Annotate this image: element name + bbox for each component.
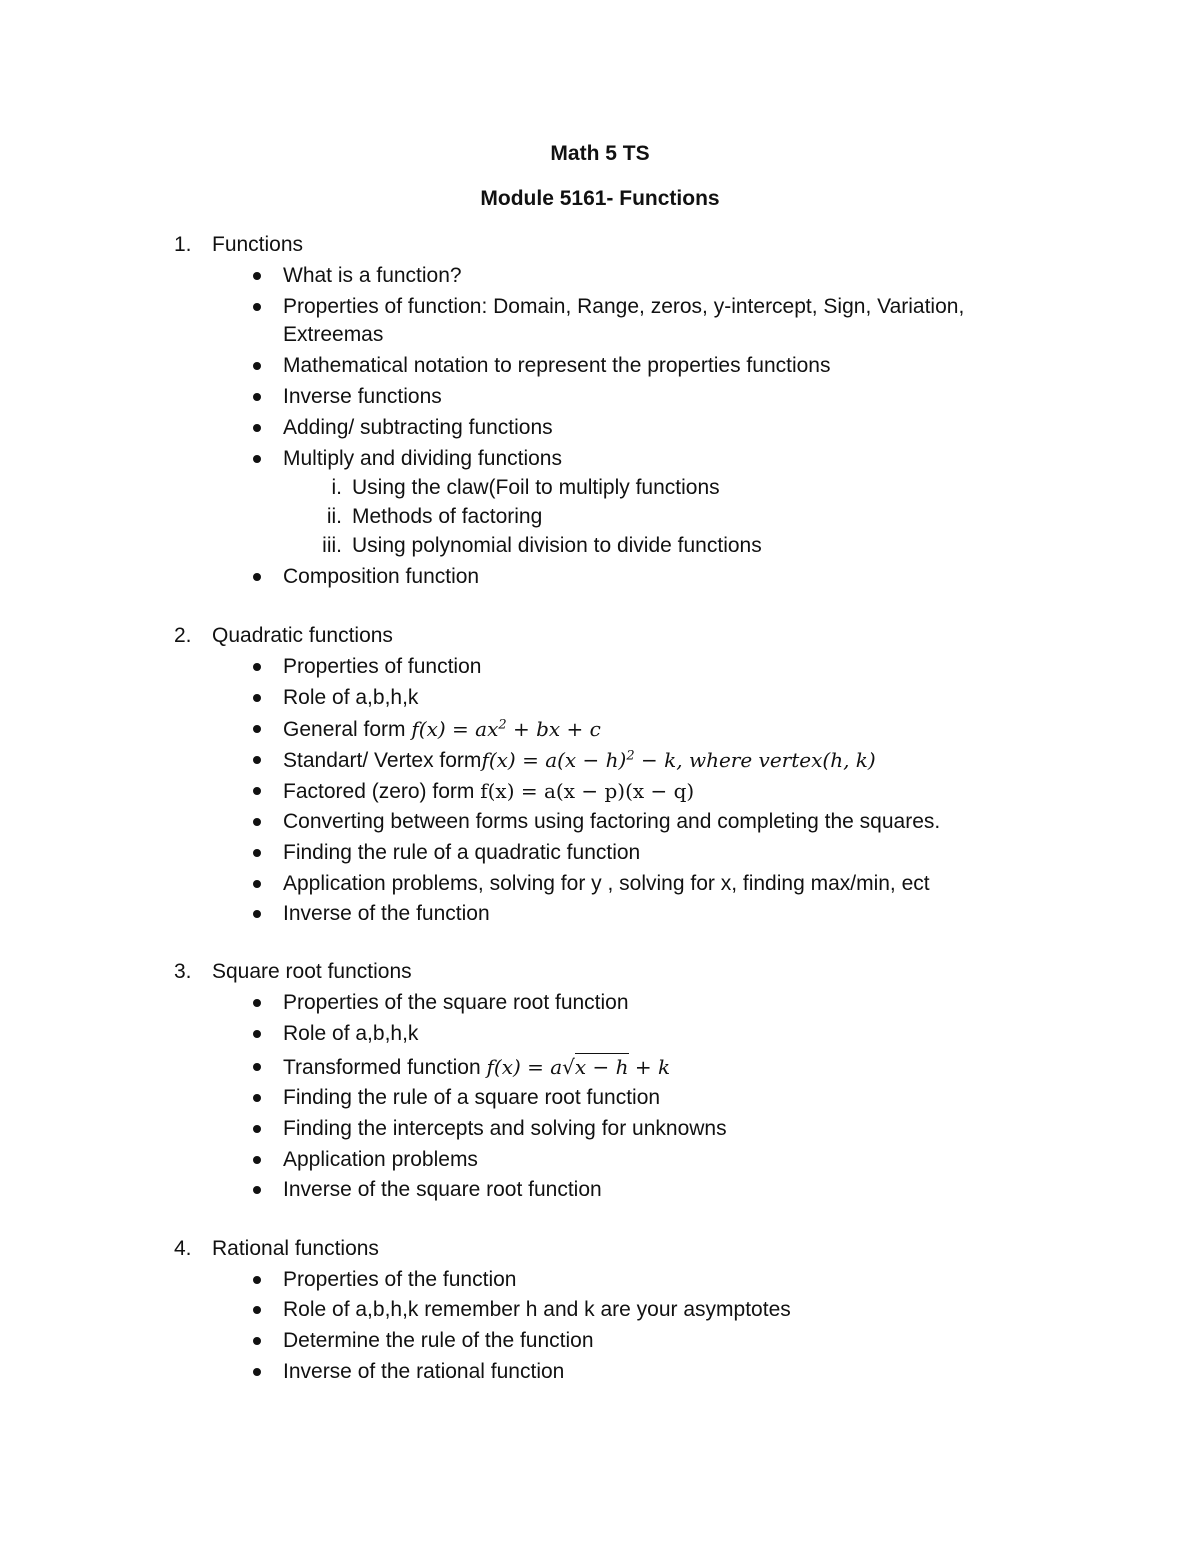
section-title: Rational functions bbox=[212, 1237, 379, 1260]
list-item: Composition function bbox=[283, 563, 479, 591]
section-number: 1. bbox=[174, 233, 192, 256]
sub-list-item: ii. Methods of factoring bbox=[352, 503, 542, 531]
list-item: Properties of function: Domain, Range, zeros, y-intercept, Sign, Variation, bbox=[283, 293, 964, 321]
sub-list-marker: iii. bbox=[322, 534, 342, 557]
list-item: Converting between forms using factoring and completing the squares. bbox=[283, 808, 940, 836]
list-item: Inverse of the square root function bbox=[283, 1176, 602, 1204]
list-item: Application problems bbox=[283, 1146, 478, 1174]
bullet-icon bbox=[253, 1276, 261, 1284]
list-item: Inverse of the rational function bbox=[283, 1358, 564, 1386]
sub-list-item: i. Using the claw(Foil to multiply functions bbox=[352, 474, 720, 502]
bullet-icon bbox=[253, 787, 261, 795]
list-item: Finding the rule of a square root function bbox=[283, 1084, 660, 1112]
list-item: Factored (zero) form f(x) = a(x − p)(x − q) bbox=[283, 777, 694, 806]
document-title: Math 5 TS bbox=[550, 142, 650, 165]
list-item: Inverse functions bbox=[283, 383, 442, 411]
bullet-icon bbox=[253, 756, 261, 764]
list-item-continuation: Extreemas bbox=[283, 323, 384, 346]
section-heading-rational bbox=[174, 1236, 379, 1262]
bullet-icon bbox=[253, 1337, 261, 1345]
list-item: Adding/ subtracting functions bbox=[283, 414, 553, 442]
list-item: Determine the rule of the function bbox=[283, 1327, 594, 1355]
list-item: Finding the intercepts and solving for unknowns bbox=[283, 1115, 727, 1143]
list-item: Role of a,b,h,k remember h and k are your asymptotes bbox=[283, 1296, 791, 1324]
section-number: 2. bbox=[174, 624, 192, 647]
list-item: Properties of the function bbox=[283, 1266, 516, 1294]
bullet-icon bbox=[253, 303, 261, 311]
bullet-icon bbox=[253, 1125, 261, 1133]
list-item: Mathematical notation to represent the properties functions bbox=[283, 352, 830, 380]
document-subtitle: Module 5161- Functions bbox=[480, 187, 720, 210]
list-item: Application problems, solving for y , solving for x, finding max/min, ect bbox=[283, 870, 930, 898]
bullet-icon bbox=[253, 725, 261, 733]
bullet-icon bbox=[253, 880, 261, 888]
bullet-icon bbox=[253, 1186, 261, 1194]
bullet-icon bbox=[253, 1368, 261, 1376]
bullet-icon bbox=[253, 393, 261, 401]
list-item: Finding the rule of a quadratic function bbox=[283, 839, 640, 867]
section-heading-square-root bbox=[174, 959, 412, 985]
list-item: Properties of function bbox=[283, 653, 481, 681]
sub-list-marker: ii. bbox=[326, 505, 342, 528]
factored-form-formula: f(x) = a(x − p)(x − q) bbox=[480, 779, 695, 803]
bullet-icon bbox=[253, 272, 261, 280]
section-title: Functions bbox=[212, 233, 304, 256]
bullet-icon bbox=[253, 1156, 261, 1164]
list-item: Role of a,b,h,k bbox=[283, 684, 418, 712]
bullet-icon bbox=[253, 1063, 261, 1071]
list-item: Transformed function f(x) = a√x − h + k bbox=[283, 1053, 670, 1082]
bullet-icon bbox=[253, 849, 261, 857]
bullet-icon bbox=[253, 999, 261, 1007]
list-item: Standart/ Vertex formf(x) = $a(x - h)^2 - k$, where vertex(h, k) bbox=[283, 746, 876, 775]
sub-list-item: iii. Using polynomial division to divide functions bbox=[352, 532, 762, 560]
list-item: Role of a,b,h,k bbox=[283, 1020, 418, 1048]
vertex-form-formula: $f(x) = a(x - h)^2 - k$, where vertex(h, k) bbox=[481, 748, 876, 772]
list-item: Inverse of the function bbox=[283, 900, 490, 928]
section-heading-functions bbox=[174, 232, 303, 258]
bullet-icon bbox=[253, 910, 261, 918]
section-number: 3. bbox=[174, 960, 192, 983]
general-form-formula: $f(x) = ax^2$ + bx + c bbox=[411, 717, 601, 741]
transformed-function-formula: f(x) = a√x − h + k bbox=[486, 1055, 671, 1079]
section-title: Quadratic functions bbox=[212, 624, 393, 647]
section-title: Square root functions bbox=[212, 960, 412, 983]
bullet-icon bbox=[253, 694, 261, 702]
list-item: General form $f(x) = ax^2$ + bx + c bbox=[283, 715, 601, 744]
bullet-icon bbox=[253, 818, 261, 826]
bullet-icon bbox=[253, 424, 261, 432]
section-heading-quadratic bbox=[174, 623, 393, 649]
bullet-icon bbox=[253, 362, 261, 370]
list-item: Properties of the square root function bbox=[283, 989, 629, 1017]
list-item: What is a function? bbox=[283, 262, 462, 290]
bullet-icon bbox=[253, 1306, 261, 1314]
section-number: 4. bbox=[174, 1237, 192, 1260]
bullet-icon bbox=[253, 455, 261, 463]
bullet-icon bbox=[253, 1030, 261, 1038]
bullet-icon bbox=[253, 573, 261, 581]
list-item: Multiply and dividing functions bbox=[283, 445, 562, 473]
bullet-icon bbox=[253, 663, 261, 671]
bullet-icon bbox=[253, 1094, 261, 1102]
sub-list-marker: i. bbox=[331, 476, 342, 499]
